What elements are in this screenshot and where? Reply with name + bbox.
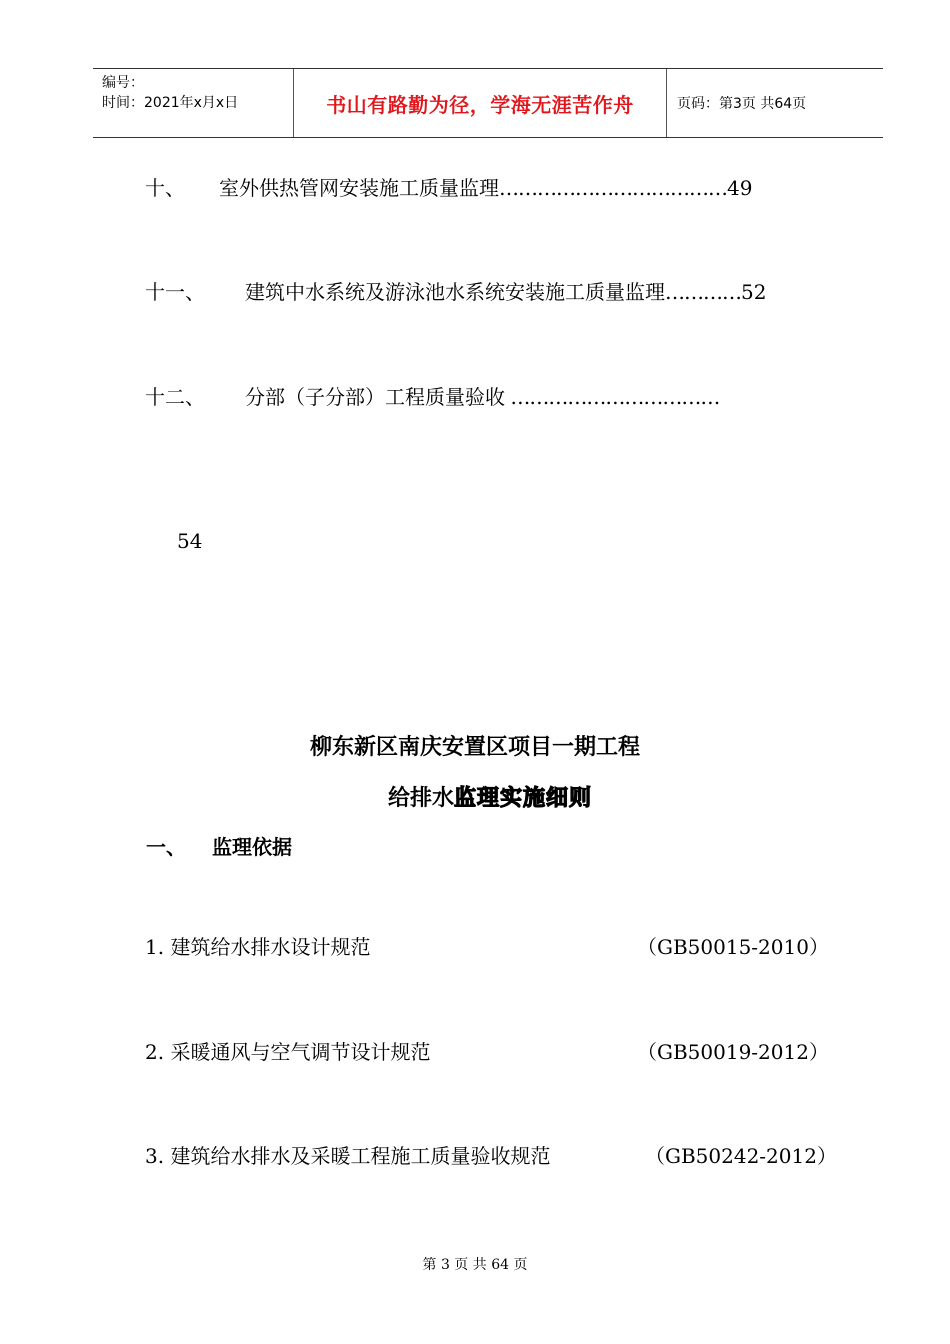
header-page-info-cell: [667, 69, 883, 137]
toc-entry-page-wrapped: 54: [177, 529, 203, 553]
toc-entry-page: 52: [741, 280, 767, 304]
reference-title: 建筑给水排水设计规范: [170, 935, 371, 959]
reference-item: [145, 1140, 845, 1169]
toc-entry-dots: ………………………………: [499, 176, 727, 200]
section-number: 一、: [146, 835, 186, 859]
header-left-cell: [93, 69, 294, 137]
document-subtitle-plain: 给排水: [387, 786, 454, 811]
section-title: 监理依据: [212, 835, 292, 859]
toc-entry-dots: …………: [665, 280, 741, 304]
page-header: [93, 68, 883, 138]
page-footer: 第 3 页 共 64 页: [422, 1257, 528, 1273]
header-number-label: 编号：: [102, 75, 144, 91]
reference-code: （GB50019-2012）: [637, 1040, 829, 1064]
toc-entry-title: 分部（子分部）工程质量验收: [245, 385, 505, 409]
header-motto-cell: [294, 69, 667, 137]
reference-index: 2.: [145, 1040, 165, 1064]
reference-code: （GB50242-2012）: [645, 1144, 837, 1168]
reference-index: 1.: [145, 935, 165, 959]
toc-entry[interactable]: [145, 172, 752, 201]
section-heading: [146, 831, 292, 860]
reference-title: 建筑给水排水及采暖工程施工质量验收规范: [170, 1144, 551, 1168]
reference-code: （GB50015-2010）: [637, 935, 829, 959]
header-motto: 书山有路勤为径，学海无涯苦作舟: [326, 92, 634, 117]
reference-title: 采暖通风与空气调节设计规范: [170, 1040, 431, 1064]
reference-item: [145, 1036, 845, 1065]
toc-entry-dots: ……………………………: [505, 385, 720, 409]
toc-entry-page: 49: [727, 176, 753, 200]
reference-index: 3.: [145, 1144, 165, 1168]
toc-entry-num: 十一、: [145, 280, 205, 304]
document-title: 柳东新区南庆安置区项目一期工程: [309, 735, 640, 760]
toc-entry-num: 十、: [145, 176, 185, 200]
toc-entry-title: 室外供热管网安装施工质量监理: [219, 176, 499, 200]
toc-entry-title: 建筑中水系统及游泳池水系统安装施工质量监理: [245, 280, 665, 304]
toc-entry[interactable]: [145, 276, 766, 305]
reference-item: [145, 931, 845, 960]
header-time-label: 时间：2021年x月x日: [102, 95, 239, 111]
document-subtitle-outlined: 监理实施细则: [454, 786, 593, 811]
toc-entry[interactable]: [145, 381, 719, 410]
toc-entry-num: 十二、: [145, 385, 205, 409]
document-subtitle: [0, 781, 950, 812]
header-page-info: 页码：第3页 共64页: [677, 96, 807, 112]
